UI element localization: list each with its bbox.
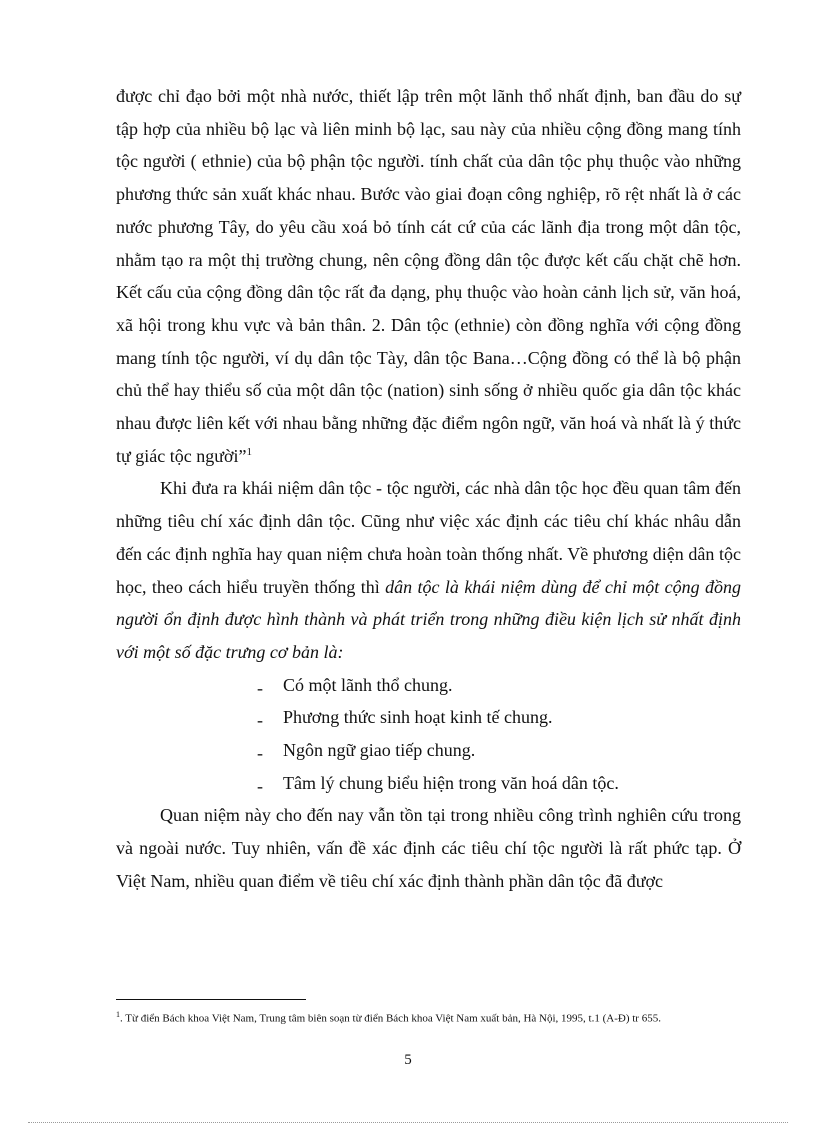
paragraph-2-text: Khi đưa ra khái niệm dân tộc - tộc người, các nhà dân tộc học đều quan tâm đến những tiêu chí xác định dân tộc. Cũng như việc xác định các tiêu chí khác nhâu dẫn đến các định nghĩa hay quan niệm chưa hoàn toàn thống nhất. Về phương diện dân tộc học, theo cách hiểu truyền thống thì (116, 478, 741, 597)
list-item-text: Có một lãnh thổ chung. (283, 674, 453, 695)
footnote-text: . Từ điển Bách khoa Việt Nam, Trung tâm biên soạn từ điển Bách khoa Việt Nam xuất bản, Hà Nội, 1995, t.1 (A-Đ) tr 655. (120, 1012, 661, 1025)
dash-bullet-icon: - (257, 743, 263, 764)
list-item (257, 734, 741, 767)
list-item-text: Phương thức sinh hoạt kinh tế chung. (283, 707, 553, 728)
footnote-marker: 1 (116, 1010, 120, 1019)
paragraph-1 (116, 80, 741, 472)
paragraph-3 (116, 799, 741, 897)
dash-bullet-icon: - (257, 710, 263, 731)
footnote (116, 1006, 741, 1028)
paragraph-1-text: được chỉ đạo bởi một nhà nước, thiết lập trên một lãnh thổ nhất định, ban đầu do sự tập hợp của nhiều bộ lạc và liên minh bộ lạc, sau này của nhiều cộng đồng mang tính tộc người ( ethnie) của bộ phận tộc người. tính chất của dân tộc phụ thuộc vào những phương thức sản xuất khác nhau. Bước vào giai đoạn công nghiệp, rõ rệt nhất là ở các nước phương Tây, do yêu cầu xoá bỏ tính cát cứ của các lãnh địa trong một dân tộc, nhằm tạo ra một thị trường chung, nên cộng đồng dân tộc được kết cấu chặt chẽ hơn. Kết cấu của cộng đồng dân tộc rất đa dạng, phụ thuộc vào hoàn cảnh lịch sử, văn hoá, xã hội trong khu vực và bản thân. 2. Dân tộc (ethnie) còn đồng nghĩa với cộng đồng mang tính tộc người, ví dụ dân tộc Tày, dân tộc Bana…Cộng đồng có thể là bộ phận chủ thể hay thiểu số của một dân tộc (nation) sinh sống ở nhiều quốc gia dân tộc khác nhau được liên kết với nhau bằng những đặc điểm ngôn ngữ, văn hoá và nhất là ý thức tự giác tộc người” (116, 86, 741, 466)
list-item (257, 701, 741, 734)
list-item (257, 669, 741, 702)
dash-bullet-icon: - (257, 677, 263, 698)
page-number: 5 (404, 1052, 412, 1068)
paragraph-2 (116, 472, 741, 668)
list-item (257, 767, 741, 800)
list-item-text: Ngôn ngữ giao tiếp chung. (283, 740, 476, 761)
footnote-separator (116, 999, 306, 1000)
paragraph-2-italic-definition: dân tộc là khái niệm dùng để chỉ một cộng đồng người ổn định được hình thành và phát triển trong những điều kiện lịch sử nhất định với một số đặc trưng cơ bản là: (116, 576, 741, 662)
footnote-reference[interactable]: 1 (246, 445, 252, 458)
paragraph-3-text: Quan niệm này cho đến nay vẫn tồn tại trong nhiều công trình nghiên cứu trong và ngoài nước. Tuy nhiên, vấn đề xác định các tiêu chí tộc người là rất phức tạp. Ở Việt Nam, nhiều quan điểm về tiêu chí xác định thành phần dân tộc đã được (116, 805, 741, 891)
page-body (116, 80, 741, 898)
list-item-text: Tâm lý chung biểu hiện trong văn hoá dân tộc. (283, 772, 619, 793)
dash-bullet-icon: - (257, 775, 263, 796)
criteria-list (116, 669, 741, 800)
